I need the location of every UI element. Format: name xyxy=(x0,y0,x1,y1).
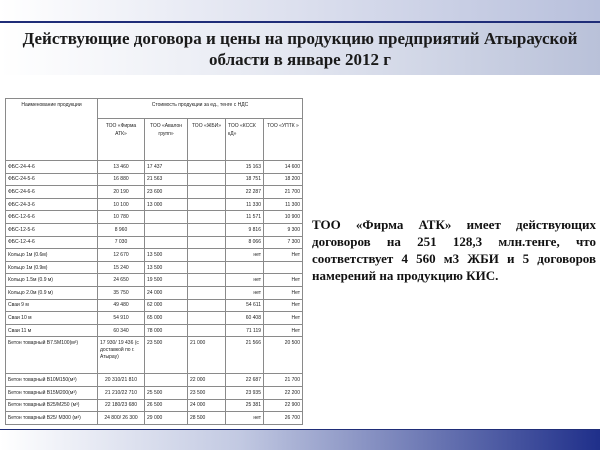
price-cell xyxy=(264,261,303,274)
price-cell: 60 408 xyxy=(226,312,264,325)
price-cell: 10 780 xyxy=(98,211,145,224)
price-cell: 62 000 xyxy=(145,299,188,312)
price-cell: 13 000 xyxy=(145,198,188,211)
product-name-cell: ФБС-24-4-6 xyxy=(6,161,98,174)
price-cell: 18 751 xyxy=(226,173,264,186)
price-cell: Нет xyxy=(264,286,303,299)
price-cell: 22 900 xyxy=(264,399,303,412)
product-name-cell: Бетон товарный В25/ М300 (м³) xyxy=(6,412,98,425)
price-cell: 13 500 xyxy=(145,261,188,274)
price-cell: нет xyxy=(226,286,264,299)
price-cell: нет xyxy=(226,249,264,262)
price-cell: 13 460 xyxy=(98,161,145,174)
price-cell xyxy=(188,274,226,287)
table-row xyxy=(6,186,303,199)
table-row xyxy=(6,312,303,325)
product-name-cell: ФБС-24-6-6 xyxy=(6,186,98,199)
price-cell: 11 300 xyxy=(264,198,303,211)
company-header: ТОО «ЖБИ» xyxy=(188,119,226,161)
product-name-cell: Бетон товарный В7.5М100(м³) xyxy=(6,337,98,374)
price-cell: 71 119 xyxy=(226,324,264,337)
price-cell: 7 300 xyxy=(264,236,303,249)
price-cell: 24 000 xyxy=(188,399,226,412)
price-cell: 23 935 xyxy=(226,386,264,399)
price-cell xyxy=(226,261,264,274)
price-cell: 10 100 xyxy=(98,198,145,211)
price-cell: 21 210/22 710 xyxy=(98,386,145,399)
price-cell: 54 910 xyxy=(98,312,145,325)
price-cell: 20 190 xyxy=(98,186,145,199)
summary-text: ТОО «Фирма АТК» имеет действующих договоров на 251 128,3 млн.тенге, что соответствует 4 560 м3 ЖБИ и 5 договоров намерений на продукцию КИС. xyxy=(312,217,596,283)
price-cell: 78 000 xyxy=(145,324,188,337)
price-cell: 15 240 xyxy=(98,261,145,274)
price-cell: 21 700 xyxy=(264,374,303,387)
price-cell: 11 571 xyxy=(226,211,264,224)
price-cell: 21 000 xyxy=(188,337,226,374)
price-cell: 29 000 xyxy=(145,412,188,425)
price-cell: 65 000 xyxy=(145,312,188,325)
price-cell: 19 500 xyxy=(145,274,188,287)
company-header: ТОО «КССК кД» xyxy=(226,119,264,161)
price-cell: 22 200 xyxy=(264,386,303,399)
price-cell: 12 670 xyxy=(98,249,145,262)
header-product-name: Наименование продукции xyxy=(6,99,98,161)
table-row xyxy=(6,412,303,425)
company-header: ТОО «Авалон групп» xyxy=(145,119,188,161)
price-cell: 16 880 xyxy=(98,173,145,186)
price-cell: 35 750 xyxy=(98,286,145,299)
table-row xyxy=(6,324,303,337)
price-cell xyxy=(188,161,226,174)
price-cell: 21 566 xyxy=(226,337,264,374)
price-cell: 54 611 xyxy=(226,299,264,312)
price-cell: нет xyxy=(226,274,264,287)
price-cell: 23 600 xyxy=(145,186,188,199)
price-table xyxy=(5,98,303,425)
price-cell: 15 163 xyxy=(226,161,264,174)
table-row xyxy=(6,337,303,374)
slide-title: Действующие договора и цены на продукцию предприятий Атырауской области в январе 2012 г xyxy=(22,29,578,69)
price-cell xyxy=(188,249,226,262)
price-cell: 10 900 xyxy=(264,211,303,224)
price-cell: 13 500 xyxy=(145,249,188,262)
product-name-cell: Кольцо 1м (0.6м) xyxy=(6,249,98,262)
table-row xyxy=(6,211,303,224)
table-row xyxy=(6,198,303,211)
price-cell: 28 500 xyxy=(188,412,226,425)
price-cell: 49 480 xyxy=(98,299,145,312)
bottom-decor-band xyxy=(0,430,600,450)
price-cell xyxy=(188,173,226,186)
header-price: Стоимость продукции за ед., тенге с НДС xyxy=(98,99,303,119)
product-name-cell: Сваи 10 м xyxy=(6,312,98,325)
product-name-cell: ФБС-24-5-6 xyxy=(6,173,98,186)
price-cell xyxy=(188,223,226,236)
table-row xyxy=(6,236,303,249)
price-cell xyxy=(188,324,226,337)
product-name-cell: ФБС-12-4-6 xyxy=(6,236,98,249)
price-cell: 23 500 xyxy=(145,337,188,374)
price-cell: 14 600 xyxy=(264,161,303,174)
price-cell: 8 066 xyxy=(226,236,264,249)
price-cell xyxy=(188,186,226,199)
price-cell xyxy=(145,211,188,224)
table-row xyxy=(6,374,303,387)
product-name-cell: Кольцо 1.5м (0.9 м) xyxy=(6,274,98,287)
table-header-row xyxy=(6,99,303,119)
table-row xyxy=(6,386,303,399)
price-cell: Нет xyxy=(264,324,303,337)
product-name-cell: Сваи 9 м xyxy=(6,299,98,312)
price-cell: 17 930/ 19 436 (с доставкой по г. Атырау) xyxy=(98,337,145,374)
price-cell: Нет xyxy=(264,274,303,287)
product-name-cell: ФБС-24-3-6 xyxy=(6,198,98,211)
product-name-cell: ФБС-12-6-6 xyxy=(6,211,98,224)
price-cell: 7 030 xyxy=(98,236,145,249)
price-cell: 11 330 xyxy=(226,198,264,211)
table-row xyxy=(6,399,303,412)
table-row xyxy=(6,161,303,174)
table-row xyxy=(6,173,303,186)
price-cell: 21 700 xyxy=(264,186,303,199)
price-cell: 25 381 xyxy=(226,399,264,412)
table-row xyxy=(6,299,303,312)
price-cell: 17 437 xyxy=(145,161,188,174)
price-table-body xyxy=(6,99,303,425)
price-cell xyxy=(188,312,226,325)
product-name-cell: Бетон товарный В15М200(м³) xyxy=(6,386,98,399)
price-cell: 22 000 xyxy=(188,374,226,387)
price-cell xyxy=(145,223,188,236)
price-cell: Нет xyxy=(264,249,303,262)
table-row xyxy=(6,286,303,299)
price-cell: Нет xyxy=(264,312,303,325)
price-cell: 24 800/ 26 300 xyxy=(98,412,145,425)
price-cell: 8 960 xyxy=(98,223,145,236)
price-cell xyxy=(188,261,226,274)
price-cell: 21 563 xyxy=(145,173,188,186)
price-cell: нет xyxy=(226,412,264,425)
price-cell: 24 000 xyxy=(145,286,188,299)
price-cell: 25 500 xyxy=(145,386,188,399)
product-name-cell: Кольцо 1м (0.9м) xyxy=(6,261,98,274)
product-name-cell: ФБС-12-5-6 xyxy=(6,223,98,236)
table-row xyxy=(6,261,303,274)
price-cell xyxy=(145,374,188,387)
price-cell xyxy=(188,286,226,299)
price-cell: 24 650 xyxy=(98,274,145,287)
product-name-cell: Бетон товарный В10М150(м³) xyxy=(6,374,98,387)
price-cell xyxy=(188,236,226,249)
table-row xyxy=(6,223,303,236)
price-cell: 60 340 xyxy=(98,324,145,337)
product-name-cell: Сваи 11 м xyxy=(6,324,98,337)
price-cell: 22 180/23 680 xyxy=(98,399,145,412)
price-cell: 22 287 xyxy=(226,186,264,199)
product-name-cell: Кольцо 2.0м (0.9 м) xyxy=(6,286,98,299)
price-cell xyxy=(145,236,188,249)
top-decor-band xyxy=(0,0,600,22)
price-cell: 20 500 xyxy=(264,337,303,374)
price-cell xyxy=(188,211,226,224)
price-cell: 22 687 xyxy=(226,374,264,387)
table-row xyxy=(6,249,303,262)
price-cell: Нет xyxy=(264,299,303,312)
price-cell: 20 310/21 810 xyxy=(98,374,145,387)
price-cell: 23 500 xyxy=(188,386,226,399)
product-name-cell: Бетон товарный В25/М250 (м³) xyxy=(6,399,98,412)
table-row xyxy=(6,274,303,287)
price-cell: 18 200 xyxy=(264,173,303,186)
price-cell xyxy=(188,198,226,211)
price-cell: 26 700 xyxy=(264,412,303,425)
company-header: ТОО «Фирма АТК» xyxy=(98,119,145,161)
price-cell: 9 816 xyxy=(226,223,264,236)
price-cell: 26 500 xyxy=(145,399,188,412)
company-header: ТОО «УПТК » xyxy=(264,119,303,161)
price-cell: 9 300 xyxy=(264,223,303,236)
price-cell xyxy=(188,299,226,312)
